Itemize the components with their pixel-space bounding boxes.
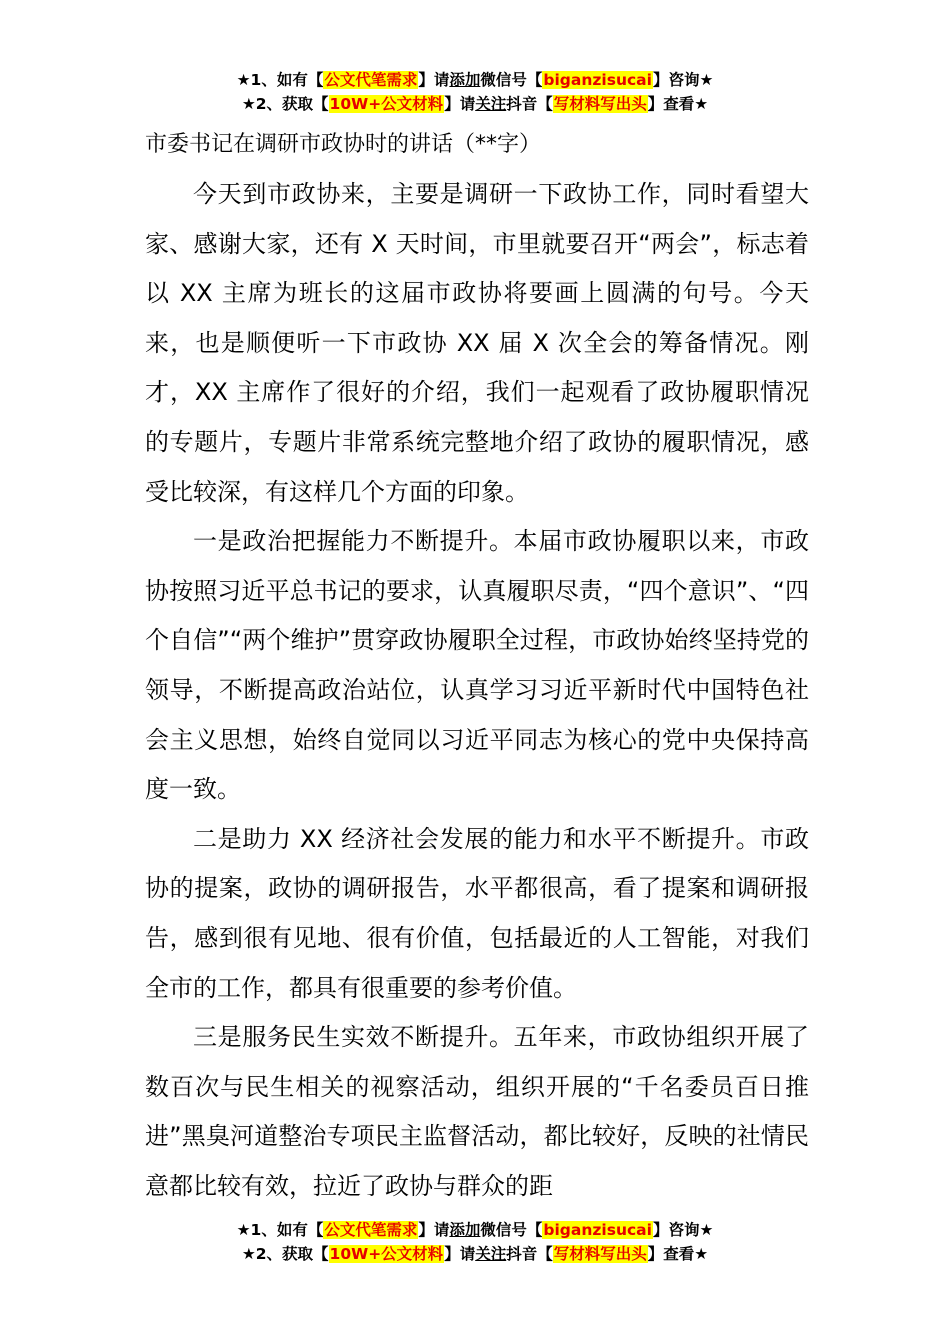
promo-line-2	[0, 1242, 950, 1266]
promo-highlight: 公文代笔需求	[324, 71, 418, 89]
promo-text: ★1、如有【	[236, 1221, 324, 1239]
promo-text: 】查看★	[647, 95, 709, 113]
promo-text: 】请	[444, 1245, 476, 1263]
douyin-name-highlight: 写材料写出头	[553, 95, 647, 113]
promo-text: 抖音【	[506, 95, 553, 113]
promo-line-1	[0, 68, 950, 92]
promo-text: 】咨询★	[652, 1221, 714, 1239]
promo-text: 抖音【	[506, 1245, 553, 1263]
promo-underlined-text: 添加	[449, 1221, 481, 1239]
promo-underlined-text: 添加	[449, 71, 481, 89]
paragraph-intro: 今天到市政协来，主要是调研一下政协工作，同时看望大家、感谢大家，还有 X 天时间，市里就要召开“两会”，标志着以 XX 主席为班长的这届市政协将要画上圆满的句号。今天来，也是顺便听一下市政协 XX 届 X 次全会的筹备情况。刚才，XX 主席作了很好的介绍，我们一起观看了政协履职情况的专题片，专题片非常系统完整地介绍了政协的履职情况，感受比较深，有这样几个方面的印象。	[145, 180, 809, 506]
promo-highlight: 公文代笔需求	[324, 1221, 418, 1239]
promo-text: ★2、获取【	[241, 1245, 329, 1263]
wechat-id-highlight: biganzisucai	[543, 1221, 652, 1239]
promo-highlight: 10W+公文材料	[329, 95, 444, 113]
header-promo-banner	[0, 68, 950, 116]
paragraph-point-3: 三是服务民生实效不断提升。五年来，市政协组织开展了数百次与民生相关的视察活动，组织开展的“千名委员百日推进”黑臭河道整治专项民主监督活动，都比较好，反映的社情民意都比较有效，拉近了政协与群众的距	[145, 1023, 809, 1200]
wechat-id-highlight: biganzisucai	[543, 71, 652, 89]
promo-text: 】咨询★	[652, 71, 714, 89]
promo-underlined-text: 关注	[475, 95, 507, 113]
douyin-name-highlight: 写材料写出头	[553, 1245, 647, 1263]
promo-text: ★2、获取【	[241, 95, 329, 113]
promo-text: 】请	[418, 1221, 450, 1239]
paragraph-point-1: 一是政治把握能力不断提升。本届市政协履职以来，市政协按照习近平总书记的要求，认真履职尽责，“四个意识”、“四个自信”“两个维护”贯穿政协履职全过程，市政协始终坚持党的领导，不断提高政治站位，认真学习习近平新时代中国特色社会主义思想，始终自觉同以习近平同志为核心的党中央保持高度一致。	[145, 527, 809, 804]
paragraph-point-2: 二是助力 XX 经济社会发展的能力和水平不断提升。市政协的提案，政协的调研报告，水平都很高，看了提案和调研报告，感到很有见地、很有价值，包括最近的人工智能，对我们全市的工作，都具有很重要的参考价值。	[145, 824, 809, 1002]
promo-text: 】请	[444, 95, 476, 113]
promo-underlined-text: 关注	[475, 1245, 507, 1263]
promo-line-2	[0, 92, 950, 116]
promo-text: 】请	[418, 71, 450, 89]
promo-highlight: 10W+公文材料	[329, 1245, 444, 1263]
promo-line-1	[0, 1218, 950, 1242]
document-body	[145, 170, 809, 1211]
promo-text: 】查看★	[647, 1245, 709, 1263]
promo-text: ★1、如有【	[236, 71, 324, 89]
promo-text: 微信号【	[480, 71, 543, 89]
footer-promo-banner	[0, 1218, 950, 1266]
document-title: 市委书记在调研市政协时的讲话（**字）	[145, 132, 542, 157]
promo-text: 微信号【	[480, 1221, 543, 1239]
